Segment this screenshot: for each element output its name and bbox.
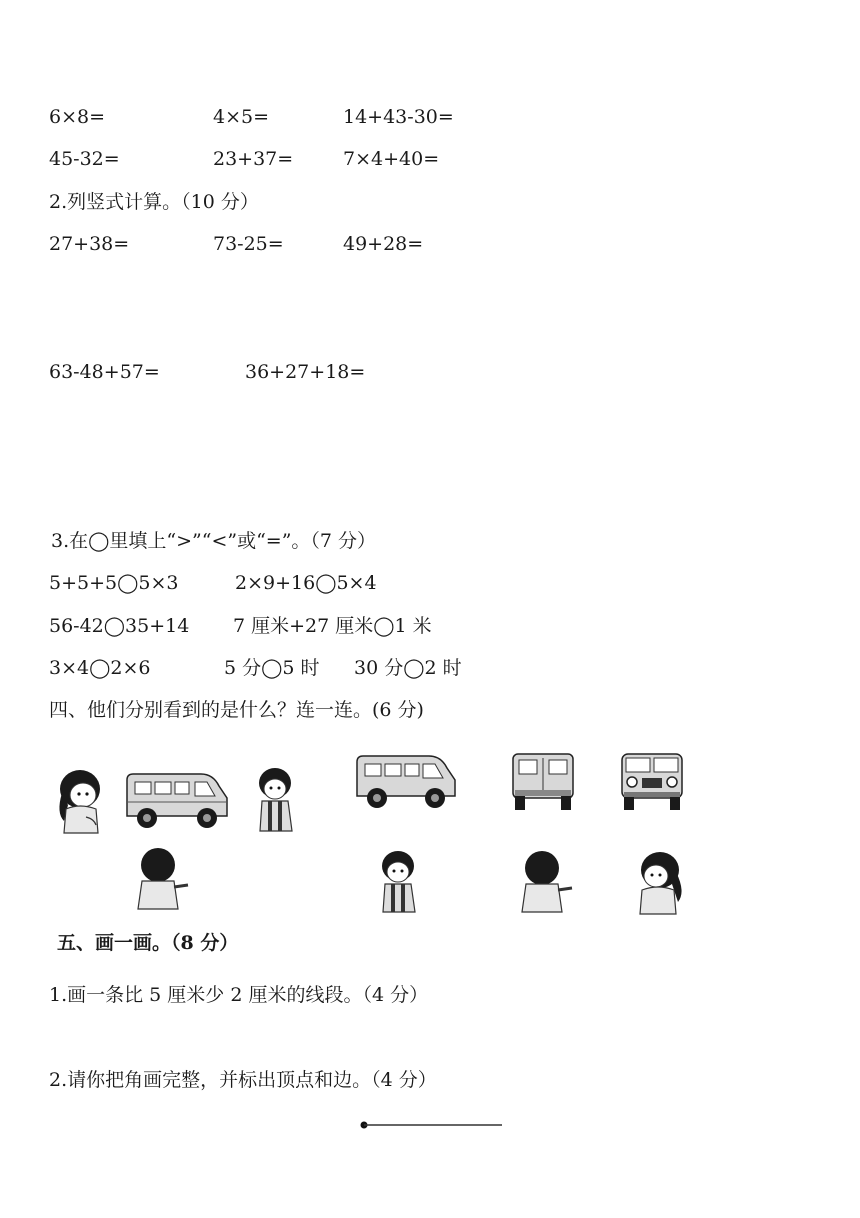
q2-item: 73-25=	[213, 233, 284, 255]
section4-title: 四、他们分别看到的是什么？连一连。(6 分)	[49, 699, 424, 721]
boy-back-figure	[514, 848, 574, 914]
q2-title: 2.列竖式计算。（10 分）	[49, 191, 259, 213]
section5-q2: 2.请你把角画完整，并标出顶点和边。（4 分）	[49, 1069, 437, 1091]
angle-ray	[355, 1117, 505, 1133]
boy-back-figure	[130, 845, 190, 911]
q2-item: 49+28=	[343, 233, 424, 255]
q3-item: 56-42◯35+14	[49, 615, 190, 637]
oral-item: 7×4+40=	[343, 148, 440, 170]
q2-item: 63-48+57=	[49, 361, 160, 383]
van-back-view	[507, 750, 579, 812]
oral-item: 4×5=	[213, 106, 270, 128]
section5-title: 五、画一画。（8 分）	[57, 932, 239, 954]
q3-item: 2×9+16◯5×4	[235, 572, 377, 594]
q2-item: 36+27+18=	[245, 361, 366, 383]
girl-front-figure	[628, 848, 690, 916]
q2-item: 27+38=	[49, 233, 130, 255]
boy-front-figure	[250, 765, 300, 835]
q3-item: 3×4◯2×6	[49, 657, 151, 679]
section5-q1: 1.画一条比 5 厘米少 2 厘米的线段。（4 分）	[49, 984, 429, 1006]
q3-item: 30 分◯2 时	[354, 657, 462, 679]
q3-item: 5+5+5◯5×3	[49, 572, 179, 594]
van-side-view	[353, 752, 461, 812]
van-side-view	[123, 770, 233, 832]
q3-title: 3.在◯里填上“>”“<”或“=”。（7 分）	[51, 530, 377, 552]
oral-item: 45-32=	[49, 148, 120, 170]
boy-front-figure	[373, 848, 423, 914]
van-front-view	[616, 750, 688, 812]
girl-front-figure	[50, 765, 110, 835]
q3-item: 7 厘米+27 厘米◯1 米	[233, 615, 432, 637]
q3-item: 5 分◯5 时	[224, 657, 320, 679]
oral-item: 6×8=	[49, 106, 106, 128]
oral-item: 23+37=	[213, 148, 294, 170]
oral-item: 14+43-30=	[343, 106, 454, 128]
